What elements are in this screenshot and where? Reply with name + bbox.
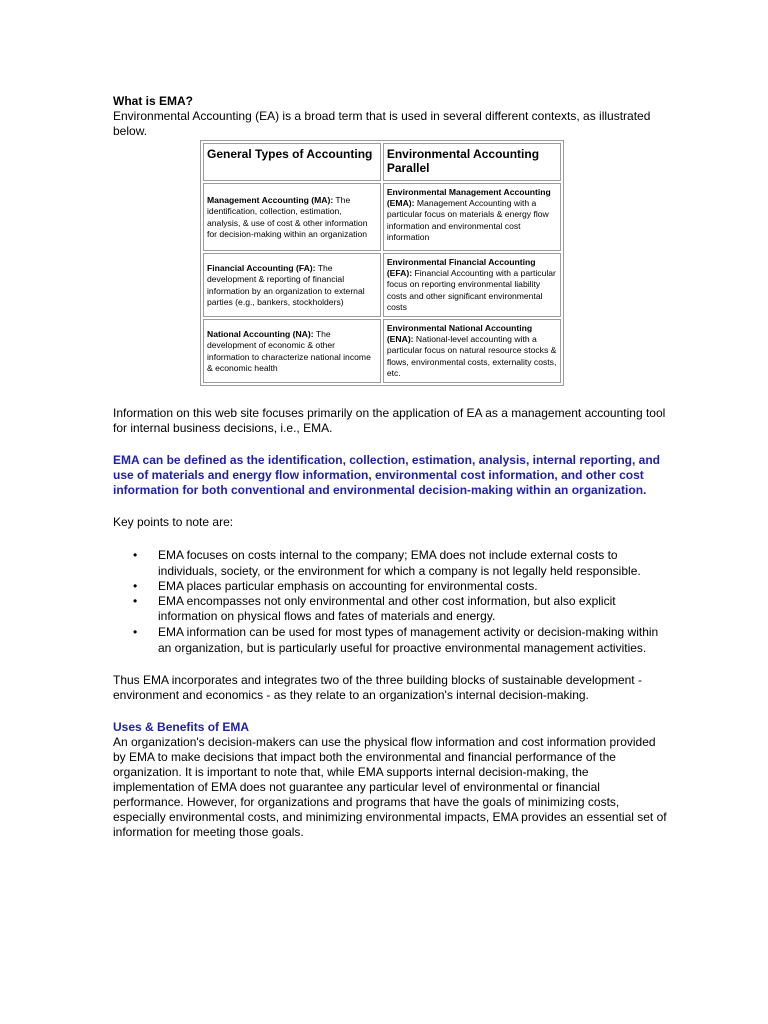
- list-item: • EMA places particular emphasis on accounting for environmental costs.: [133, 579, 538, 593]
- uses-benefits-title: Uses & Benefits of EMA: [113, 720, 250, 734]
- table-row: [203, 183, 561, 251]
- list-item: • EMA encompasses not only environmental and other cost information, but also explicit information on physical flows and fates of materials and energy.: [133, 594, 616, 623]
- thus-paragraph: Thus EMA incorporates and integrates two of the three building blocks of sustainable development - environment and economics - as they relate to an organization's internal decision-making.: [113, 673, 642, 702]
- table-row: [203, 253, 561, 317]
- bullet-icon: •: [133, 594, 138, 608]
- accounting-comparison-table: [200, 140, 564, 386]
- table-cell-national-accounting: National Accounting (NA): The development of economic & other information to characterize national income & economic health: [203, 319, 381, 383]
- bullet-icon: •: [133, 625, 138, 639]
- table-header-environmental-parallel: Environmental Accounting Parallel: [383, 143, 561, 181]
- table-row: [203, 319, 561, 383]
- info-paragraph: Information on this web site focuses primarily on the application of EA as a management accounting tool for internal business decisions, i.e., EMA.: [113, 406, 666, 435]
- table-cell-management-accounting: Management Accounting (MA): The identification, collection, estimation, analysis, & use of cost & other information for decision-making within an organization: [203, 183, 381, 251]
- bullet-icon: •: [133, 579, 138, 593]
- key-points-intro: Key points to note are:: [113, 515, 234, 529]
- intro-paragraph: Environmental Accounting (EA) is a broad term that is used in several different contexts, as illustrated below.: [113, 109, 651, 138]
- table-header-row: [203, 143, 561, 181]
- section-title-what-is-ema: What is EMA?: [113, 94, 193, 108]
- document-content: [113, 94, 668, 840]
- bullet-icon: •: [133, 548, 138, 562]
- table-cell-ena: Environmental National Accounting (ENA): National-level accounting with a particular focus on natural resource stocks & flows, environmental costs, externality costs, etc.: [383, 319, 561, 383]
- table-cell-financial-accounting: Financial Accounting (FA): The development & reporting of financial information by an organization to external parties (e.g., bankers, stockholders): [203, 253, 381, 317]
- ema-definition: EMA can be defined as the identification, collection, estimation, analysis, internal reporting, and use of materials and energy flow information, environmental cost information, and other cost information for both conventional and environmental decision-making within an organization.: [113, 453, 660, 497]
- list-item: • EMA information can be used for most types of management activity or decision-making within an organization, but is particularly useful for proactive environmental management activities.: [133, 625, 659, 655]
- table-header-general-types: General Types of Accounting: [203, 143, 381, 181]
- uses-benefits-body: An organization's decision-makers can use the physical flow information and cost information provided by EMA to make decisions that impact both the environmental and financial performance of the organization. It is important to note that, while EMA supports internal decision-making, the implementation of EMA does not guarantee any particular level of environmental or financial performance. However, for organizations and programs that have the goals of minimizing costs, especially environmental costs, and minimizing environmental impacts, EMA provides an essential set of information for meeting those goals.: [113, 735, 667, 839]
- list-item: • EMA focuses on costs internal to the company; EMA does not include external costs to individuals, society, or the environment for which a company is not legally held responsible.: [133, 548, 641, 578]
- key-points-list: [113, 547, 668, 656]
- table-cell-ema: Environmental Management Accounting (EMA): Management Accounting with a particular focus on materials & energy flow information and environmental cost information: [383, 183, 561, 251]
- table-cell-efa: Environmental Financial Accounting (EFA): Financial Accounting with a particular focus on reporting environmental liability costs and other significant environmental costs: [383, 253, 561, 317]
